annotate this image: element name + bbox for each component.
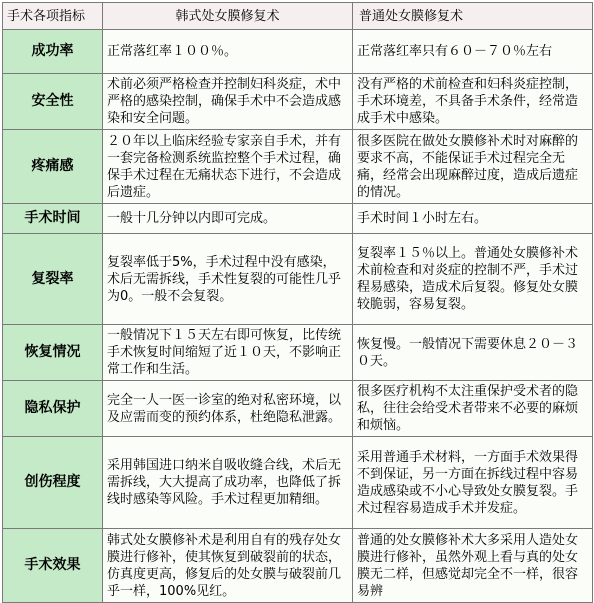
korean-cell: 一般情况下１５天左右即可恢复，比传统手术恢复时间缩短了近１０天，不影响正常工作和生活。 (103, 325, 353, 381)
normal-cell: 很多医疗机构不太注重保护受术者的隐私，往往会给受术者带来不必要的麻烦和烦恼。 (353, 381, 593, 437)
normal-cell: 采用普通手术材料，一方面手术效果得不到保证，另一方面在拆线过程中容易造成感染或不小心导致处女膜复裂。手术过程容易造成手术并发症。 (353, 437, 593, 529)
row-label: 安全性 (3, 74, 103, 130)
row-privacy (3, 381, 593, 437)
row-label: 手术效果 (3, 529, 103, 603)
row-recurrence (3, 234, 593, 325)
row-label: 复裂率 (3, 234, 103, 325)
row-duration (3, 204, 593, 234)
normal-cell: 复裂率１５％以上。普通处女膜修补术术前检查和对炎症的控制不严，手术过程易感染，造成术后复裂。修复处女膜较脆弱，容易复裂。 (353, 234, 593, 325)
korean-cell: 采用韩国进口纳米自吸收缝合线，术后无需拆线，大大提高了成功率，也降低了拆线时感染等风险。手术过程更加精细。 (103, 437, 353, 529)
row-label: 疼痛感 (3, 130, 103, 204)
row-pain (3, 130, 593, 204)
normal-cell: 手术时间１小时左右。 (353, 204, 593, 234)
row-label: 恢复情况 (3, 325, 103, 381)
korean-cell: 一般十几分钟以内即可完成。 (103, 204, 353, 234)
row-trauma (3, 437, 593, 529)
row-result (3, 529, 593, 603)
normal-cell: 很多医院在做处女膜修补术时对麻醉的要求不高，不能保证手术过程完全无痛，经常会出现麻醉过度，造成后遗症的情况。 (353, 130, 593, 204)
header-row (3, 3, 593, 30)
korean-cell: 复裂率低于5%，手术过程中没有感染，术后无需拆线，手术性复裂的可能性几乎为0。一般不会复裂。 (103, 234, 353, 325)
row-label: 手术时间 (3, 204, 103, 234)
korean-cell: 术前必须严格检查并控制妇科炎症，术中严格的感染控制，确保手术中不会造成感染和安全问题。 (103, 74, 353, 130)
row-label: 创伤程度 (3, 437, 103, 529)
normal-cell: 普通的处女膜修补术大多采用人造处女膜进行修补，虽然外观上看与真的处女膜无二样，但感觉却完全不一样，很容易辨 (353, 529, 593, 603)
header-korean-method: 韩式处女膜修复术 (103, 3, 353, 30)
korean-cell: ２０年以上临床经验专家亲自手术，并有一套完备检测系统监控整个手术过程，确保手术过程在无痛状态下进行，不会造成后遗症。 (103, 130, 353, 204)
korean-cell: 正常落红率１００％。 (103, 30, 353, 74)
header-indicator: 手术各项指标 (3, 3, 103, 30)
row-label: 成功率 (3, 30, 103, 74)
normal-cell: 没有严格的术前检查和妇科炎症控制，手术环境差，不具备手术条件，经常造成手术中感染。 (353, 74, 593, 130)
korean-cell: 完全一人一医一诊室的绝对私密环境，以及应需而变的预约体系，杜绝隐私泄露。 (103, 381, 353, 437)
row-recovery (3, 325, 593, 381)
comparison-table (2, 2, 593, 603)
row-label: 隐私保护 (3, 381, 103, 437)
row-success-rate (3, 30, 593, 74)
header-normal-method: 普通处女膜修复术 (353, 3, 593, 30)
normal-cell: 正常落红率只有６０－７０％左右 (353, 30, 593, 74)
korean-cell: 韩式处女膜修补术是利用自有的残存处女膜进行修补，使其恢复到破裂前的状态，仿真度更高，修复后的处女膜与破裂前几乎一样，100%见红。 (103, 529, 353, 603)
normal-cell: 恢复慢。一般情况下需要休息２０－３０天。 (353, 325, 593, 381)
row-safety (3, 74, 593, 130)
